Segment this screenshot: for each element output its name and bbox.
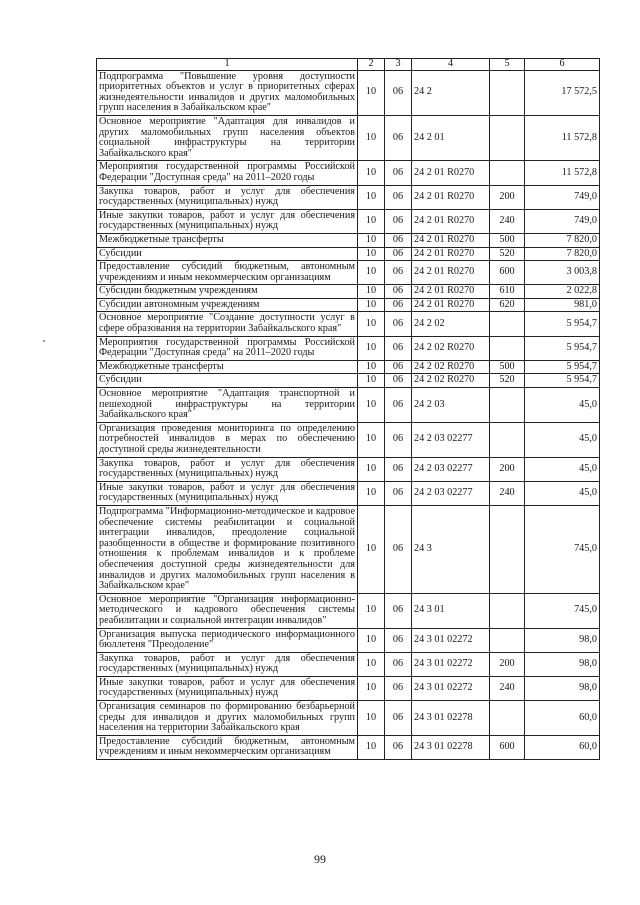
subsection-code-cell: 06 (385, 161, 412, 185)
subsection-code-cell: 06 (385, 676, 412, 700)
table-row (97, 336, 600, 360)
section-code-cell: 10 (358, 70, 385, 115)
amount-cell: 60,0 (525, 701, 600, 736)
row-name-cell: Субсидии (97, 374, 358, 388)
subsection-code-cell: 06 (385, 209, 412, 233)
row-name-cell: Межбюджетные трансферты (97, 233, 358, 247)
amount-cell: 45,0 (525, 481, 600, 505)
table-row (97, 312, 600, 336)
amount-cell: 2 022,8 (525, 285, 600, 299)
target-article-cell: 24 2 02 (412, 312, 490, 336)
subsection-code-cell: 06 (385, 233, 412, 247)
target-article-cell: 24 2 01 R0270 (412, 298, 490, 312)
section-code-cell: 10 (358, 247, 385, 261)
expense-type-cell: 520 (490, 247, 525, 261)
subsection-code-cell: 06 (385, 593, 412, 628)
target-article-cell: 24 2 01 R0270 (412, 185, 490, 209)
subsection-code-cell: 06 (385, 336, 412, 360)
expense-type-cell: 200 (490, 652, 525, 676)
expense-type-cell: 520 (490, 374, 525, 388)
table-row (97, 701, 600, 736)
subsection-code-cell: 06 (385, 652, 412, 676)
target-article-cell: 24 3 01 02278 (412, 735, 490, 759)
section-code-cell: 10 (358, 285, 385, 299)
row-name-cell: Иные закупки товаров, работ и услуг для обеспечения государственных (муниципальных) нужд (97, 209, 358, 233)
section-code-cell: 10 (358, 209, 385, 233)
expense-type-cell (490, 336, 525, 360)
subsection-code-cell: 06 (385, 457, 412, 481)
subsection-code-cell: 06 (385, 70, 412, 115)
table-row (97, 593, 600, 628)
column-header-3: 3 (385, 59, 412, 71)
section-code-cell: 10 (358, 676, 385, 700)
table-row (97, 735, 600, 759)
target-article-cell: 24 3 01 (412, 593, 490, 628)
expense-type-cell: 610 (490, 285, 525, 299)
column-header-1: 1 (97, 59, 358, 71)
expense-type-cell: 200 (490, 185, 525, 209)
subsection-code-cell: 06 (385, 701, 412, 736)
table-body (97, 70, 600, 759)
row-name-cell: Основное мероприятие "Организация информационно-методического и кадрового обеспечения системы реабилитации и социальной интеграции инвалидов" (97, 593, 358, 628)
target-article-cell: 24 3 01 02272 (412, 652, 490, 676)
amount-cell: 749,0 (525, 209, 600, 233)
row-name-cell: Основное мероприятие "Адаптация транспортной и пешеходной инфраструктуры на территории Забайкальского края" (97, 388, 358, 423)
header-row (97, 59, 600, 71)
row-name-cell: Организация семинаров по формированию безбарьерной среды для инвалидов и других маломобильных групп населения на территории Забайкальского края (97, 701, 358, 736)
section-code-cell: 10 (358, 628, 385, 652)
table-row (97, 505, 600, 593)
target-article-cell: 24 2 01 R0270 (412, 209, 490, 233)
expense-type-cell: 240 (490, 481, 525, 505)
expense-type-cell: 600 (490, 261, 525, 285)
section-code-cell: 10 (358, 298, 385, 312)
expense-type-cell (490, 161, 525, 185)
section-code-cell: 10 (358, 481, 385, 505)
amount-cell: 11 572,8 (525, 161, 600, 185)
expense-type-cell (490, 312, 525, 336)
target-article-cell: 24 2 03 (412, 388, 490, 423)
section-code-cell: 10 (358, 261, 385, 285)
page-number: 99 (314, 852, 326, 866)
table-row (97, 261, 600, 285)
table-row (97, 185, 600, 209)
table-row (97, 457, 600, 481)
target-article-cell: 24 2 03 02277 (412, 457, 490, 481)
amount-cell: 45,0 (525, 422, 600, 457)
amount-cell: 60,0 (525, 735, 600, 759)
subsection-code-cell: 06 (385, 735, 412, 759)
row-name-cell: Субсидии автономным учреждениям (97, 298, 358, 312)
section-code-cell: 10 (358, 115, 385, 160)
amount-cell: 98,0 (525, 628, 600, 652)
amount-cell: 7 820,0 (525, 247, 600, 261)
target-article-cell: 24 2 (412, 70, 490, 115)
subsection-code-cell: 06 (385, 261, 412, 285)
row-name-cell: Закупка товаров, работ и услуг для обеспечения государственных (муниципальных) нужд (97, 652, 358, 676)
amount-cell: 745,0 (525, 505, 600, 593)
amount-cell: 5 954,7 (525, 312, 600, 336)
column-header-4: 4 (412, 59, 490, 71)
row-name-cell: Субсидии бюджетным учреждениям (97, 285, 358, 299)
table-row (97, 422, 600, 457)
table-row (97, 285, 600, 299)
expense-type-cell: 200 (490, 457, 525, 481)
table-row (97, 115, 600, 160)
amount-cell: 5 954,7 (525, 374, 600, 388)
target-article-cell: 24 2 01 R0270 (412, 261, 490, 285)
expense-type-cell: 600 (490, 735, 525, 759)
table-row (97, 481, 600, 505)
section-code-cell: 10 (358, 593, 385, 628)
target-article-cell: 24 2 02 R0270 (412, 336, 490, 360)
row-name-cell: Подпрограмма "Повышение уровня доступности приоритетных объектов и услуг в приоритетных сферах жизнедеятельности инвалидов и других маломобильных групп населения в Забайкальском крае" (97, 70, 358, 115)
subsection-code-cell: 06 (385, 374, 412, 388)
subsection-code-cell: 06 (385, 505, 412, 593)
section-code-cell: 10 (358, 312, 385, 336)
row-name-cell: Подпрограмма "Информационно-методическое и кадровое обеспечение системы реабилитации и социальной интеграции инвалидов, преодоление социальной разобщенности в обществе и формирование позитивного отношения к проблемам инвалидов и к проблеме обеспечения доступной среды жизнедеятельности для инвалидов и других маломобильных групп населения в Забайкальском крае" (97, 505, 358, 593)
row-name-cell: Иные закупки товаров, работ и услуг для обеспечения государственных (муниципальных) нужд (97, 481, 358, 505)
expense-type-cell: 620 (490, 298, 525, 312)
expense-type-cell: 500 (490, 360, 525, 374)
row-name-cell: Мероприятия государственной программы Российской Федерации "Доступная среда" на 2011–2020 годы (97, 336, 358, 360)
row-name-cell: Основное мероприятие "Адаптация для инвалидов и других маломобильных групп населения объектов социальной инфраструктуры на территории Забайкальского края" (97, 115, 358, 160)
subsection-code-cell: 06 (385, 422, 412, 457)
section-code-cell: 10 (358, 374, 385, 388)
target-article-cell: 24 2 02 R0270 (412, 374, 490, 388)
expense-type-cell: 240 (490, 209, 525, 233)
expense-type-cell (490, 115, 525, 160)
subsection-code-cell: 06 (385, 388, 412, 423)
target-article-cell: 24 2 02 R0270 (412, 360, 490, 374)
target-article-cell: 24 2 01 R0270 (412, 161, 490, 185)
subsection-code-cell: 06 (385, 360, 412, 374)
column-header-5: 5 (490, 59, 525, 71)
expense-type-cell (490, 593, 525, 628)
section-code-cell: 10 (358, 735, 385, 759)
table-row (97, 652, 600, 676)
section-code-cell: 10 (358, 185, 385, 209)
section-code-cell: 10 (358, 388, 385, 423)
section-code-cell: 10 (358, 233, 385, 247)
expense-type-cell: 500 (490, 233, 525, 247)
subsection-code-cell: 06 (385, 185, 412, 209)
amount-cell: 17 572,5 (525, 70, 600, 115)
table-row (97, 247, 600, 261)
row-name-cell: Закупка товаров, работ и услуг для обеспечения государственных (муниципальных) нужд (97, 185, 358, 209)
target-article-cell: 24 2 03 02277 (412, 481, 490, 505)
amount-cell: 981,0 (525, 298, 600, 312)
subsection-code-cell: 06 (385, 628, 412, 652)
section-code-cell: 10 (358, 652, 385, 676)
amount-cell: 3 003,8 (525, 261, 600, 285)
table-row (97, 676, 600, 700)
section-code-cell: 10 (358, 457, 385, 481)
row-name-cell: Организация проведения мониторинга по определению потребностей инвалидов в мерах по обеспечению доступной среды жизнедеятельности (97, 422, 358, 457)
amount-cell: 749,0 (525, 185, 600, 209)
column-header-2: 2 (358, 59, 385, 71)
table-row (97, 209, 600, 233)
section-code-cell: 10 (358, 360, 385, 374)
target-article-cell: 24 2 01 R0270 (412, 233, 490, 247)
table-row (97, 298, 600, 312)
subsection-code-cell: 06 (385, 247, 412, 261)
row-name-cell: Предоставление субсидий бюджетным, автономным учреждениям и иным некоммерческим организациям (97, 735, 358, 759)
target-article-cell: 24 3 01 02278 (412, 701, 490, 736)
expense-type-cell: 240 (490, 676, 525, 700)
budget-table (96, 58, 600, 760)
subsection-code-cell: 06 (385, 285, 412, 299)
row-name-cell: Предоставление субсидий бюджетным, автономным учреждениям и иным некоммерческим организациям (97, 261, 358, 285)
amount-cell: 7 820,0 (525, 233, 600, 247)
section-code-cell: 10 (358, 161, 385, 185)
subsection-code-cell: 06 (385, 481, 412, 505)
amount-cell: 45,0 (525, 388, 600, 423)
target-article-cell: 24 3 (412, 505, 490, 593)
row-name-cell: Организация выпуска периодического информационного бюллетеня "Преодоление" (97, 628, 358, 652)
expense-type-cell (490, 70, 525, 115)
expense-type-cell (490, 628, 525, 652)
row-name-cell: Закупка товаров, работ и услуг для обеспечения государственных (муниципальных) нужд (97, 457, 358, 481)
section-code-cell: 10 (358, 505, 385, 593)
amount-cell: 45,0 (525, 457, 600, 481)
table-row (97, 70, 600, 115)
amount-cell: 98,0 (525, 676, 600, 700)
amount-cell: 98,0 (525, 652, 600, 676)
table-row (97, 233, 600, 247)
expense-type-cell (490, 505, 525, 593)
target-article-cell: 24 2 01 R0270 (412, 285, 490, 299)
scan-speck (43, 340, 45, 342)
row-name-cell: Субсидии (97, 247, 358, 261)
row-name-cell: Межбюджетные трансферты (97, 360, 358, 374)
section-code-cell: 10 (358, 422, 385, 457)
section-code-cell: 10 (358, 336, 385, 360)
table-row (97, 360, 600, 374)
target-article-cell: 24 2 01 (412, 115, 490, 160)
table-row (97, 374, 600, 388)
subsection-code-cell: 06 (385, 298, 412, 312)
amount-cell: 745,0 (525, 593, 600, 628)
table-row (97, 161, 600, 185)
subsection-code-cell: 06 (385, 312, 412, 336)
column-header-6: 6 (525, 59, 600, 71)
table-row (97, 628, 600, 652)
expense-type-cell (490, 388, 525, 423)
target-article-cell: 24 3 01 02272 (412, 676, 490, 700)
target-article-cell: 24 2 03 02277 (412, 422, 490, 457)
row-name-cell: Мероприятия государственной программы Российской Федерации "Доступная среда" на 2011–2020 годы (97, 161, 358, 185)
subsection-code-cell: 06 (385, 115, 412, 160)
section-code-cell: 10 (358, 701, 385, 736)
amount-cell: 11 572,8 (525, 115, 600, 160)
expense-type-cell (490, 422, 525, 457)
amount-cell: 5 954,7 (525, 336, 600, 360)
row-name-cell: Основное мероприятие "Создание доступности услуг в сфере образования на территории Забайкальского края" (97, 312, 358, 336)
expense-type-cell (490, 701, 525, 736)
row-name-cell: Иные закупки товаров, работ и услуг для обеспечения государственных (муниципальных) нужд (97, 676, 358, 700)
amount-cell: 5 954,7 (525, 360, 600, 374)
target-article-cell: 24 2 01 R0270 (412, 247, 490, 261)
target-article-cell: 24 3 01 02272 (412, 628, 490, 652)
table-row (97, 388, 600, 423)
